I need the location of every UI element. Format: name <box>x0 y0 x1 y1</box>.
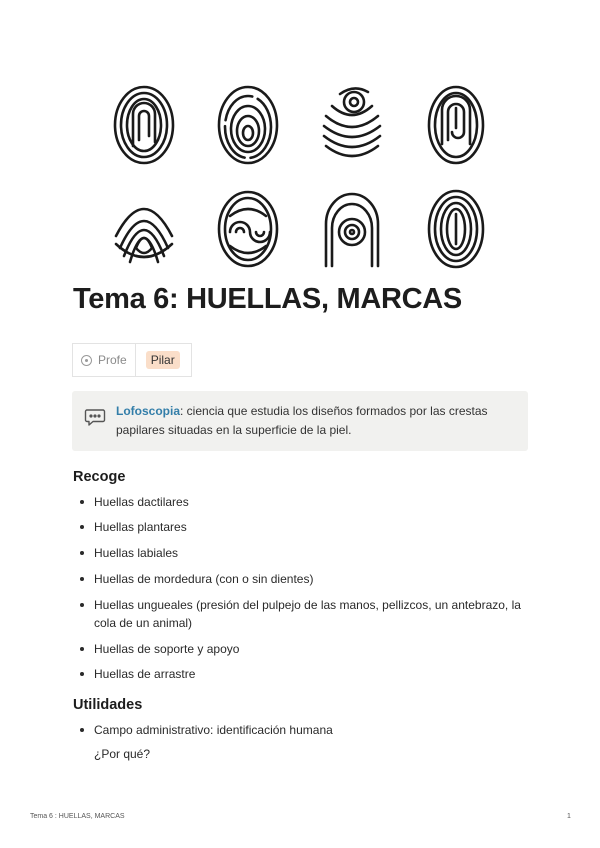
list-item: Huellas de soporte y apoyo <box>76 640 536 658</box>
page-title: Tema 6: HUELLAS, MARCAS <box>73 283 462 315</box>
list-item: Huellas dactilares <box>76 493 536 511</box>
property-label-text: Profe <box>98 353 127 367</box>
fingerprint-loop-icon <box>112 84 176 166</box>
fingerprint-hook-icon <box>424 84 488 166</box>
fingerprint-tented-icon <box>320 188 384 270</box>
list-item: Huellas de mordedura (con o sin dientes) <box>76 570 536 588</box>
recoge-list <box>76 493 536 683</box>
list-item: Huellas ungueales (presión del pulpejo de las manos, pellizcos, un antebrazo, la cola de un animal) <box>76 596 536 632</box>
utilidades-list <box>76 721 536 739</box>
callout-definition: : ciencia que estudia los diseños formados por las crestas papilares situadas en la superficie de la piel. <box>116 404 488 437</box>
cover-image <box>110 82 490 272</box>
list-item: Campo administrativo: identificación humana <box>76 721 536 739</box>
speech-bubble-icon <box>84 406 106 428</box>
fingerprint-swirl-icon <box>320 84 384 166</box>
fingerprint-double-loop-icon <box>216 188 280 270</box>
followup-question: ¿Por qué? <box>94 747 151 761</box>
property-value[interactable] <box>136 351 191 369</box>
property-row <box>72 343 192 377</box>
list-item: Huellas labiales <box>76 544 536 562</box>
callout-text <box>116 402 516 440</box>
list-item: Huellas de arrastre <box>76 665 536 683</box>
section-heading-utilidades: Utilidades <box>73 697 143 713</box>
teacher-tag[interactable]: Pilar <box>146 351 180 369</box>
callout-term: Lofoscopia <box>116 404 181 418</box>
page-number: 1 <box>567 813 571 820</box>
fingerprint-whorl-icon <box>216 84 280 166</box>
definition-callout <box>72 391 528 451</box>
fingerprint-oval-icon <box>424 188 488 270</box>
person-property-icon <box>81 355 92 366</box>
section-heading-recoge: Recoge <box>73 469 126 485</box>
fingerprint-arch-icon <box>112 188 176 270</box>
footer-title: Tema 6 : HUELLAS, MARCAS <box>30 813 125 820</box>
property-label <box>73 344 136 376</box>
list-item: Huellas plantares <box>76 518 536 536</box>
